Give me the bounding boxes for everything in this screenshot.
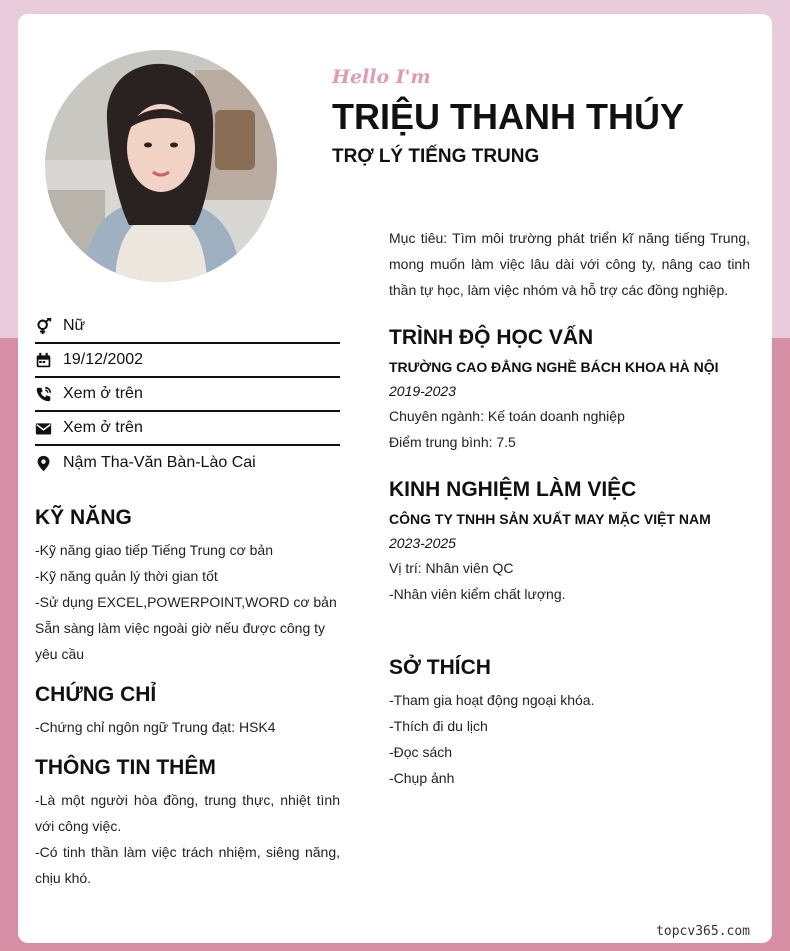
- contact-address: [35, 446, 340, 480]
- education-block: [389, 355, 750, 455]
- contact-birthday: [35, 344, 340, 378]
- additional-info-item: -Là một người hòa đồng, trung thực, nhiệt tình với công việc.: [35, 792, 340, 834]
- education-gpa: Điểm trung bình: 7.5: [389, 434, 516, 450]
- birthday-text: 19/12/2002: [63, 351, 144, 368]
- experience-period: 2023-2025: [389, 535, 456, 551]
- profile-photo: [45, 50, 277, 282]
- email-text: Xem ở trên: [63, 419, 143, 436]
- cv-sheet: [18, 14, 772, 943]
- certificate-item: -Chứng chỉ ngôn ngữ Trung đạt: HSK4: [35, 719, 276, 735]
- skill-item: -Kỹ năng quản lý thời gian tốt: [35, 568, 218, 584]
- hobby-item: -Đọc sách: [389, 744, 453, 760]
- hobby-item: -Chụp ảnh: [389, 770, 455, 786]
- skill-item: -Kỹ năng giao tiếp Tiếng Trung cơ bản: [35, 542, 273, 558]
- hobby-item: -Thích đi du lịch: [389, 718, 488, 734]
- contact-phone: [35, 378, 340, 412]
- phone-icon: [35, 386, 52, 403]
- school-name: TRƯỜNG CAO ĐẲNG NGHỀ BÁCH KHOA HÀ NỘI: [389, 359, 719, 375]
- additional-info-item: -Có tinh thần làm việc trách nhiệm, siêng năng, chịu khó.: [35, 844, 340, 886]
- calendar-icon: [35, 352, 52, 369]
- mail-icon: [35, 420, 52, 437]
- location-pin-icon: [35, 455, 52, 472]
- address-text: Nậm Tha-Văn Bàn-Lào Cai: [63, 454, 256, 471]
- job-title: TRỢ LÝ TIẾNG TRUNG: [332, 146, 540, 167]
- contact-list: [35, 310, 340, 480]
- phone-text: Xem ở trên: [63, 385, 143, 402]
- hobbies-heading: SỞ THÍCH: [389, 656, 491, 679]
- education-major: Chuyên ngành: Kế toán doanh nghiệp: [389, 408, 625, 424]
- additional-info-heading: THÔNG TIN THÊM: [35, 756, 216, 779]
- watermark: topcv365.com: [656, 924, 750, 939]
- gender-text: Nữ: [63, 317, 86, 334]
- experience-detail: -Nhân viên kiểm chất lượng.: [389, 586, 566, 602]
- additional-info-list: [35, 787, 340, 891]
- education-heading: TRÌNH ĐỘ HỌC VẤN: [389, 326, 594, 349]
- skill-item: -Sử dụng EXCEL,POWERPOINT,WORD cơ bản: [35, 594, 337, 610]
- skill-item: Sẵn sàng làm việc ngoài giờ nếu được công ty yêu cầu: [35, 620, 326, 662]
- skills-list: [35, 537, 340, 667]
- career-objective: Mục tiêu: Tìm môi trường phát triển kĩ năng tiếng Trung, mong muốn làm việc lâu dài với công ty, nâng cao tinh thần tự học, làm việc nhóm và hỗ trợ các đồng nghiệp.: [389, 230, 750, 298]
- candidate-name: TRIỆU THANH THÚY: [332, 96, 684, 137]
- hobby-item: -Tham gia hoạt động ngoại khóa.: [389, 692, 595, 708]
- experience-heading: KINH NGHIỆM LÀM VIỆC: [389, 478, 637, 501]
- education-period: 2019-2023: [389, 383, 456, 399]
- certificates-list: [35, 714, 340, 740]
- contact-gender: [35, 310, 340, 344]
- company-name: CÔNG TY TNHH SẢN XUẤT MAY MẶC VIỆT NAM: [389, 511, 711, 527]
- greeting: Hello I'm: [332, 66, 431, 88]
- experience-block: [389, 507, 750, 607]
- certificates-heading: CHỨNG CHỈ: [35, 683, 157, 706]
- hobbies-list: [389, 687, 750, 791]
- experience-position: Vị trí: Nhân viên QC: [389, 560, 514, 576]
- contact-email: [35, 412, 340, 446]
- skills-heading: KỸ NĂNG: [35, 506, 132, 529]
- gender-icon: [35, 318, 52, 335]
